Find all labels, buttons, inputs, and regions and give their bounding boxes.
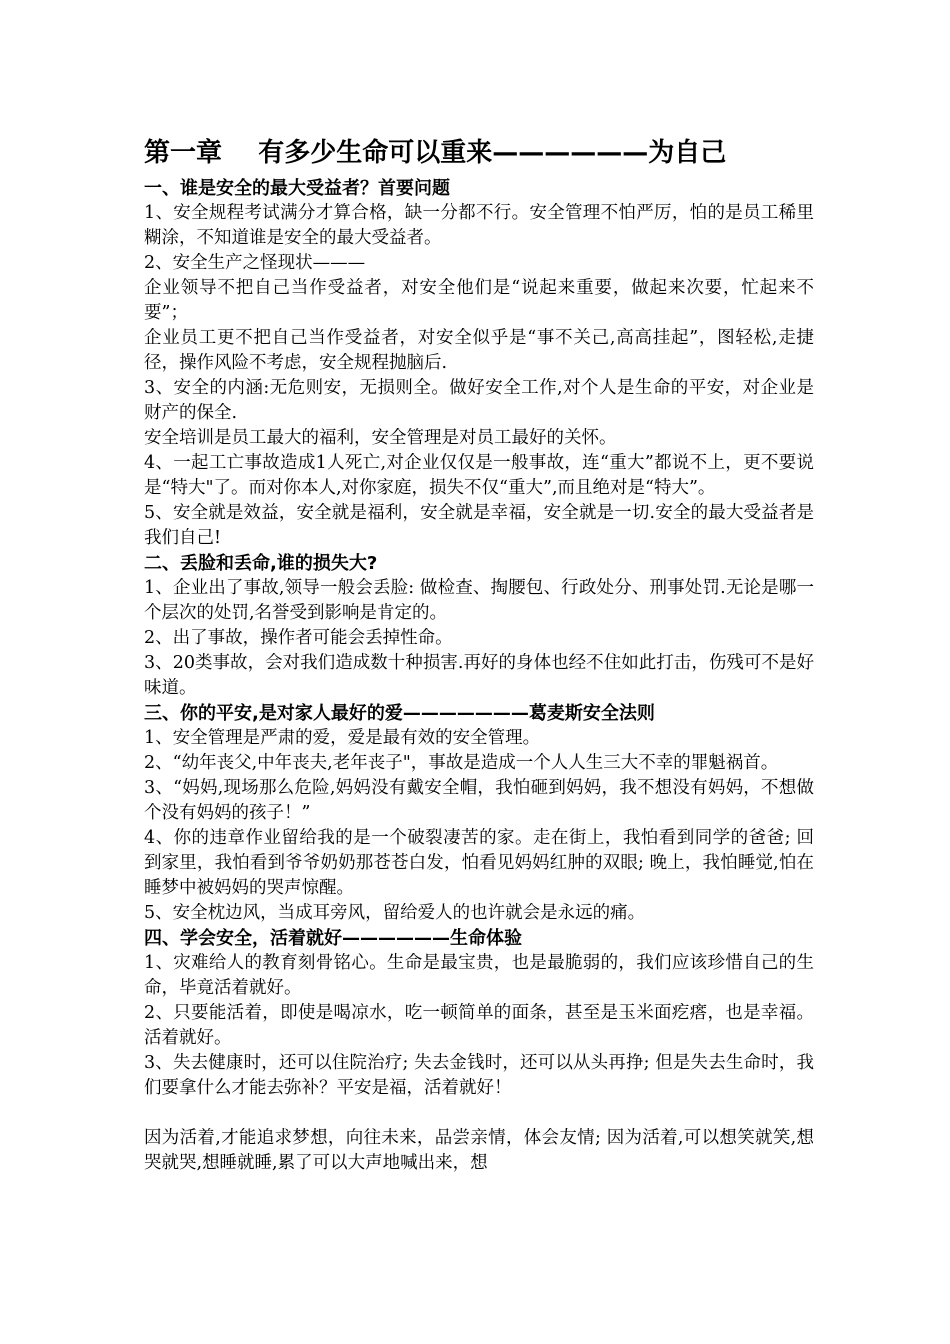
paragraph: 4、你的违章作业留给我的是一个破裂凄苦的家。走在街上，我怕看到同学的爸爸; 回到家里，我怕看到爷爷奶奶那苍苍白发，怕看见妈妈红肿的双眼; 晚上，我怕睡觉,怕在睡梦中被妈妈的哭声惊醒。: [144, 828, 814, 898]
chapter-title: 第一章 有多少生命可以重来——————为自己: [144, 138, 727, 168]
paragraph: 2、只要能活着，即使是喝凉水，吃一顿简单的面条，甚至是玉米面疙瘩，也是幸福。活着就好。: [144, 1003, 814, 1048]
paragraph: 安全培训是员工最大的福利，安全管理是对员工最好的关怀。: [144, 428, 617, 448]
paragraph: 2、安全生产之怪现状———: [144, 253, 366, 273]
paragraph: 1、企业出了事故,领导一般会丢脸: 做检查、掏腰包、行政处分、刑事处罚.无论是哪一个层次的处罚,名誉受到影响是肯定的。: [144, 578, 814, 623]
paragraph: 1、安全管理是严肃的爱，爱是最有效的安全管理。: [144, 728, 541, 748]
paragraph: 3、安全的内涵:无危则安，无损则全。做好安全工作,对个人是生命的平安，对企业是财产的保全.: [144, 378, 814, 423]
paragraph: 2、“幼年丧父,中年丧夫,老年丧子"，事故是造成一个人人生三大不幸的罪魁祸首。: [144, 753, 779, 773]
section-heading-3: 三、你的平安,是对家人最好的爱———————葛麦斯安全法则: [144, 703, 655, 724]
blank-line: [144, 1101, 814, 1126]
paragraph: 5、安全就是效益，安全就是福利，安全就是幸福，安全就是一切.安全的最大受益者是我们自己!: [144, 503, 814, 548]
section-heading-2: 二、丢脸和丢命,谁的损失大?: [144, 553, 378, 574]
paragraph: 企业员工更不把自己当作受益者，对安全似乎是“事不关己,高高挂起”，图轻松,走捷径，操作风险不考虑，安全规程抛脑后.: [144, 328, 814, 373]
paragraph: 3、20类事故，会对我们造成数十种损害.再好的身体也经不住如此打击，伤残可不是好味道。: [144, 653, 814, 698]
paragraph: 企业领导不把自己当作受益者，对安全他们是“说起来重要，做起来次要，忙起来不要”；: [144, 278, 814, 323]
paragraph: 2、出了事故，操作者可能会丢掉性命。: [144, 628, 453, 648]
paragraph: 1、灾难给人的教育刻骨铭心。生命是最宝贵，也是最脆弱的，我们应该珍惜自己的生命，毕竟活着就好。: [144, 953, 814, 998]
paragraph: 5、安全枕边风，当成耳旁风，留给爱人的也许就会是永远的痛。: [144, 903, 646, 923]
paragraph: 4、一起工亡事故造成1人死亡,对企业仅仅是一般事故，连“重大”都说不上，更不要说是“特大"了。而对你本人,对你家庭，损失不仅“重大”,而且绝对是“特大”。: [144, 453, 814, 498]
paragraph: 因为活着,才能追求梦想，向往未来，品尝亲情，体会友情; 因为活着,可以想笑就笑,想哭就哭,想睡就睡,累了可以大声地喊出来，想: [144, 1128, 814, 1173]
paragraph: 3、“妈妈,现场那么危险,妈妈没有戴安全帽，我怕砸到妈妈，我不想没有妈妈，不想做个没有妈妈的孩子！”: [144, 778, 814, 823]
paragraph: 3、失去健康时，还可以住院治疗; 失去金钱时，还可以从头再挣; 但是失去生命时，我们要拿什么才能去弥补？平安是福，活着就好！: [144, 1053, 814, 1098]
section-heading-4: 四、学会安全，活着就好——————生命体验: [144, 928, 522, 949]
section-heading-1: 一、谁是安全的最大受益者？首要问题: [144, 178, 450, 199]
paragraph: 1、安全规程考试满分才算合格，缺一分都不行。安全管理不怕严厉，怕的是员工稀里糊涂，不知道谁是安全的最大受益者。: [144, 203, 814, 248]
document-page: [144, 136, 814, 1176]
